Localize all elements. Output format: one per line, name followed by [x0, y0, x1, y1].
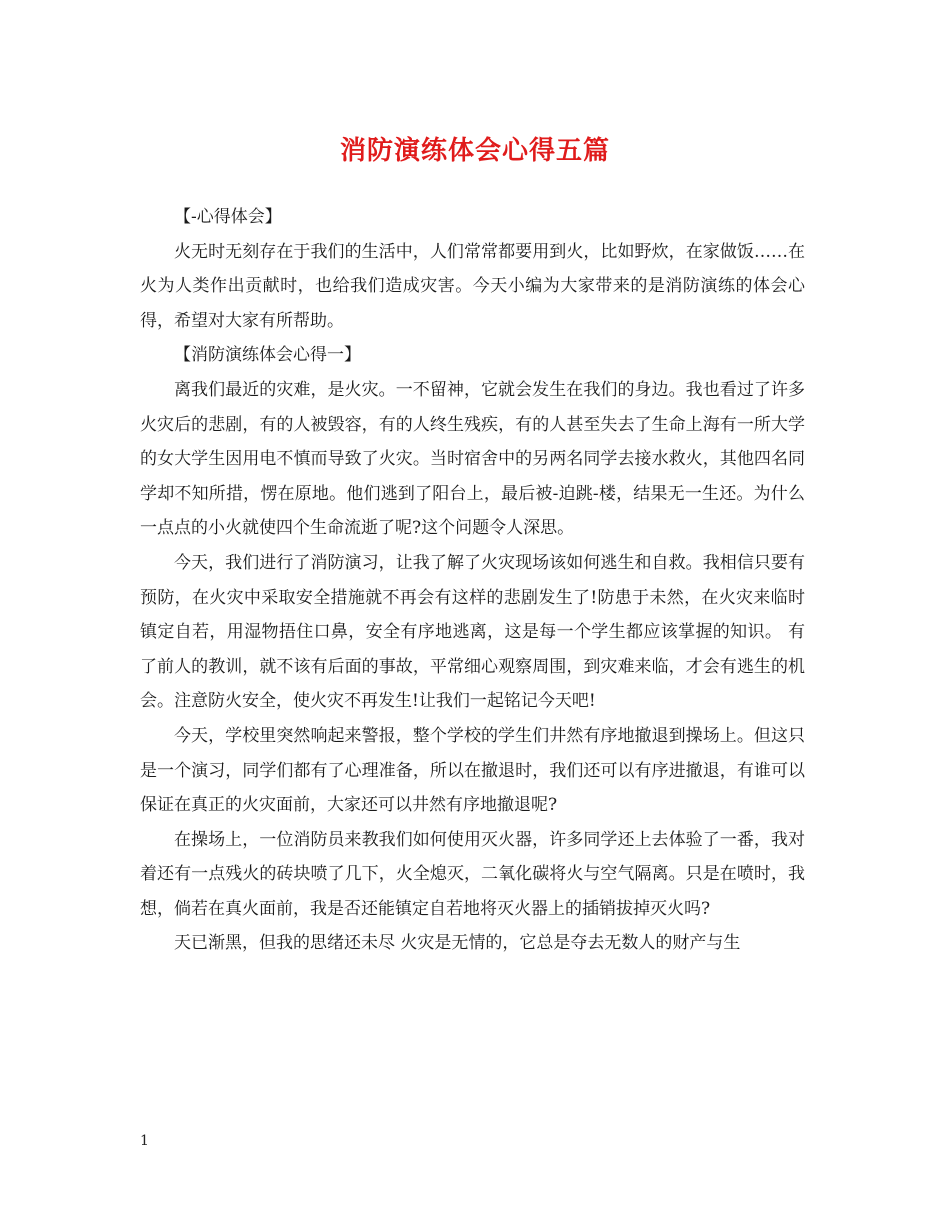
document-title: 消防演练体会心得五篇	[339, 136, 610, 166]
page-number: 1	[140, 1133, 149, 1149]
document-body	[140, 200, 805, 961]
paragraph-intro: 火无时无刻存在于我们的生活中，人们常常都要用到火，比如野炊，在家做饭……在火为人类作出贡献时，也给我们造成灾害。今天小编为大家带来的是消防演练的体会心得，希望对大家有所帮助。	[140, 241, 805, 331]
paragraph-body: 在操场上，一位消防员来教我们如何使用灭火器，许多同学还上去体验了一番，我对着还有一点残火的砖块喷了几下，火全熄灭，二氧化碳将火与空气隔离。只是在喷时，我想，倘若在真火面前，我是否还能镇定自若地将灭火器上的插销拔掉灭火吗?	[140, 829, 805, 919]
paragraph-body: 今天，学校里突然响起来警报，整个学校的学生们井然有序地撤退到操场上。但这只是一个演习，同学们都有了心理准备，所以在撤退时，我们还可以有序进撤退，有谁可以保证在真正的火灾面前，大家还可以井然有序地撤退呢?	[140, 725, 805, 816]
paragraph-body: 今天，我们进行了消防演习，让我了解了火灾现场该如何逃生和自救。我相信只要有预防，在火灾中采取安全措施就不再会有这样的悲剧发生了!防患于未然，在火灾来临时镇定自若，用湿物捂住口鼻，安全有序地逃离，这是每一个学生都应该掌握的知识。 有了前人的教训，就不该有后面的事故，平常细心观察周围，到灾难来临，才会有逃生的机会。注意防火安全，使火灾不再发生!让我们一起铭记今天吧!	[140, 552, 805, 712]
paragraph-body: 天已渐黑，但我的思绪还未尽 火灾是无情的，它总是夺去无数人的财产与生	[174, 933, 741, 954]
paragraph-heading-one: 【消防演练体会心得一】	[174, 345, 361, 366]
paragraph-body: 离我们最近的灾难，是火灾。一不留神，它就会发生在我们的身边。我也看过了许多火灾后的悲剧，有的人被毁容，有的人终生残疾，有的人甚至失去了生命上海有一所大学的女大学生因用电不慎而导致了火灾。当时宿舍中的另两名同学去接水救火，其他四名同学却不知所措，愣在原地。他们逃到了阳台上，最后被-迫跳-楼，结果无一生还。为什么一点点的小火就使四个生命流逝了呢?这个问题令人深思。	[140, 379, 805, 539]
paragraph-heading-intro: 【-心得体会】	[174, 207, 282, 227]
